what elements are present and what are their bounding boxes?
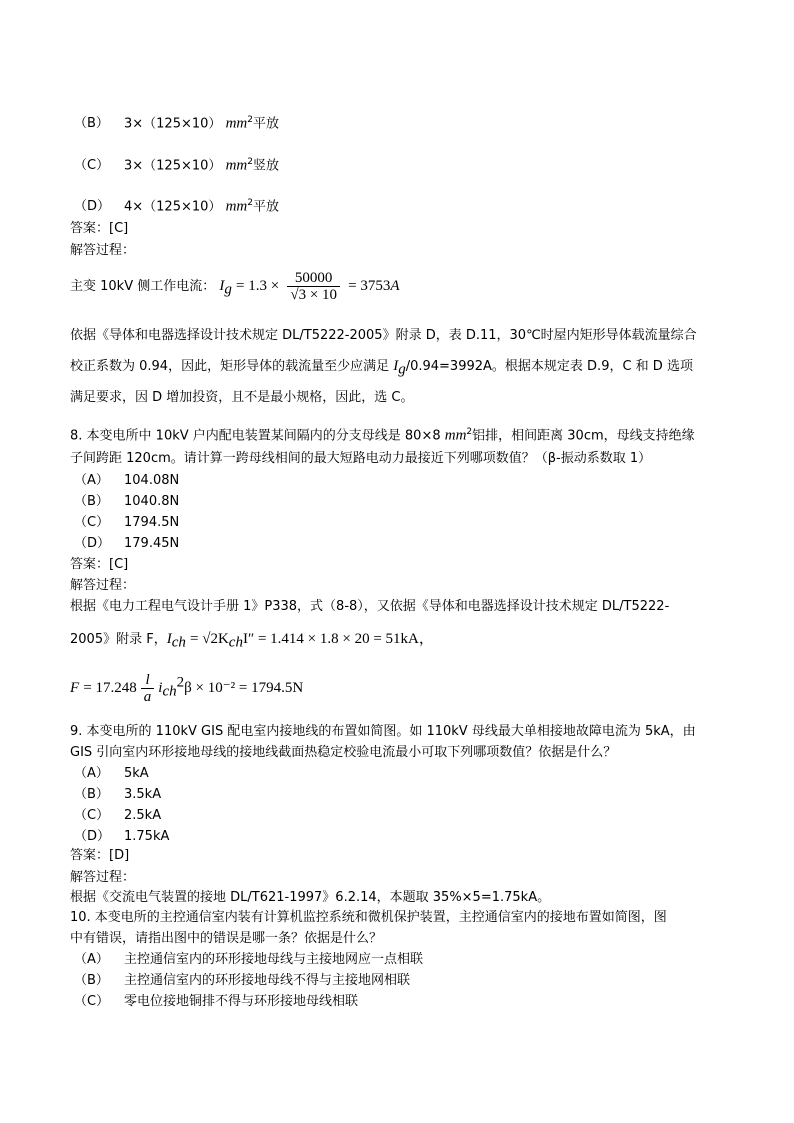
option-b: （B） 3.5kA xyxy=(74,787,162,802)
explanation-line: 依据《导体和电器选择设计技术规定 DL/T5222-2005》附录 D，表 D.11，30℃时屋内矩形导体载流量综合 xyxy=(70,328,697,343)
question-10: 10. 本变电所的主控通信室内装有计算机监控系统和微机保护装置，主控通信室内的接地布置如简图，图 xyxy=(70,910,667,925)
option-a: （A） 5kA xyxy=(74,766,149,781)
answer: 答案：[C] xyxy=(70,557,129,572)
option-c: （C） 1794.5N xyxy=(74,515,180,530)
question-9: 9. 本变电所的 110kV GIS 配电室内接地线的布置如简图。如 110kV 母线最大单相接地故障电流为 5kA，由 xyxy=(70,724,696,739)
explanation-line: 根据《交流电气装置的接地 DL/T621-1997》6.2.14，本题取 35%×5=1.75kA。 xyxy=(70,890,551,905)
option-d: （D） 179.45N xyxy=(74,536,180,551)
question-9-line2: GIS 引向室内环形接地母线的接地线截面热稳定校验电流最小可取下列哪项数值？依据是什么？ xyxy=(70,745,617,760)
reference-line: 根据《电力工程电气设计手册 1》P338，式（8-8），又依据《导体和电器选择设计技术规定 DL/T5222- xyxy=(70,599,670,614)
option-c: （C） 2.5kA xyxy=(74,808,162,823)
process-label: 解答过程： xyxy=(70,870,136,885)
option-b: （B） 主控通信室内的环形接地母线不得与主接地网相联 xyxy=(74,973,411,988)
question-8-line2: 子间跨距 120cm。请计算一跨母线相间的最大短路电动力最接近下列哪项数值？（β-振动系数取 1） xyxy=(70,451,652,466)
formula-ich: 2005》附录 F，$I_{ch} = √2K_{ch}I'' = 1.414 \times 1.8 \times 20 = 51kA$， xyxy=(70,631,434,651)
formula-force: F = 17.248 $\frac{l}{a}$ $i_{ch}^2\beta \times 10^{-2} = 1794.5N$ xyxy=(70,672,304,705)
option-c: （C） 3×（125×10） $mm^2$竖放 xyxy=(74,157,279,174)
option-d: （D） 4×（125×10） $mm^2$平放 xyxy=(74,198,279,215)
option-b: （B） 1040.8N xyxy=(74,494,180,509)
question-8: 8. 本变电所中 10kV 户内配电装置某间隔内的分支母线是 80×8 $mm^2$铝排，相间距离 30cm，母线支持绝缘 xyxy=(70,427,695,444)
process-label: 解答过程： xyxy=(70,243,136,258)
question-10-line2: 中有错误，请指出图中的错误是哪一条？依据是什么？ xyxy=(70,931,383,946)
process-label: 解答过程： xyxy=(70,578,136,593)
option-a: （A） 主控通信室内的环形接地母线与主接地网应一点相联 xyxy=(74,952,424,967)
answer: 答案：[D] xyxy=(70,848,130,863)
option-b: （B） 3×（125×10） $mm^2$平放 xyxy=(74,115,279,132)
explanation-line: 校正系数为 0.94，因此，矩形导体的载流量至少应满足 $I_g/0.94=3992A$。根据本规定表 D.9，C 和 D 选项 xyxy=(70,358,693,378)
option-c: （C） 零电位接地铜排不得与环形接地母线相联 xyxy=(74,994,359,1009)
option-a: （A） 104.08N xyxy=(74,473,180,488)
answer: 答案：[C] xyxy=(70,221,129,236)
option-d: （D） 1.75kA xyxy=(74,829,170,844)
explanation-line: 满足要求，因 D 增加投资，且不是最小规格，因此，选 C。 xyxy=(70,390,414,405)
formula-current: 主变 10kV 侧工作电流： $I_g = 1.3$ × $\frac{50000}{√3 \times 10}$ = 3753A xyxy=(70,270,400,303)
